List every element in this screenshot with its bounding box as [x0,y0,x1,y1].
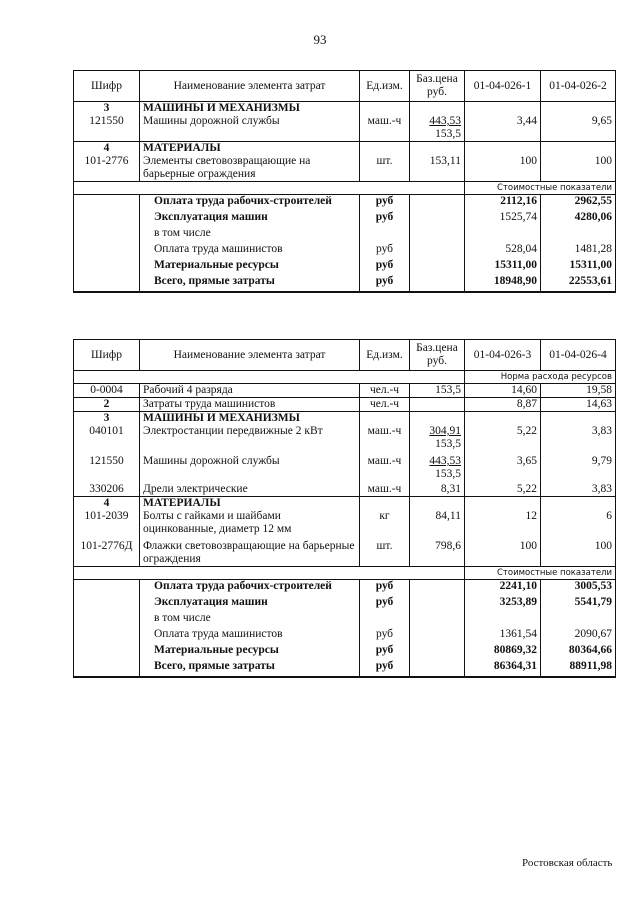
row-value-2: 3,83 [541,425,616,451]
row-price: 84,11 [410,510,465,536]
header-name: Наименование элемента затрат [140,340,360,371]
table-row [74,115,616,142]
row-value-1: 3,44 [465,115,541,142]
row-unit: шт. [360,155,410,182]
total-value-2 [541,227,616,243]
header-col-1: 01-04-026-1 [465,71,541,102]
row-code: 121550 [74,115,140,142]
header-code: Шифр [74,71,140,102]
total-unit [360,612,410,628]
row-value-2: 6 [541,510,616,536]
row-name: Дрели электрические [140,481,360,497]
row-price [410,425,465,451]
cost-indicators-row [74,567,616,580]
row-price: 153,11 [410,155,465,182]
header-col-4: 01-04-026-4 [541,340,616,371]
total-label: Оплата труда рабочих-строителей [140,195,360,212]
total-row [74,596,616,612]
norm-label: Норма расхода ресурсов [465,371,616,384]
total-value-2: 2962,55 [541,195,616,212]
row-value-2: 9,65 [541,115,616,142]
table-row [74,425,616,451]
row-unit: чел.-ч [360,384,410,398]
total-row [74,612,616,628]
group-name: МАТЕРИАЛЫ [140,497,360,511]
total-value-2: 88911,98 [541,660,616,677]
row-value-2: 19,58 [541,384,616,398]
total-unit: руб [360,660,410,677]
cost-indicators-label: Стоимостные показатели [465,182,616,195]
total-unit: руб [360,243,410,259]
header-unit: Ед.изм. [360,71,410,102]
table-row [74,384,616,398]
row-value-1: 3,65 [465,451,541,481]
total-unit [360,227,410,243]
total-row [74,644,616,660]
row-price: 8,31 [410,481,465,497]
total-value-1: 15311,00 [465,259,541,275]
total-value-1: 18948,90 [465,275,541,292]
row-value-2: 100 [541,155,616,182]
group-name: МАШИНЫ И МЕХАНИЗМЫ [140,102,360,116]
total-value-1: 528,04 [465,243,541,259]
row-unit: маш.-ч [360,481,410,497]
row-value-2: 100 [541,536,616,567]
total-label: Материальные ресурсы [140,644,360,660]
row-price [410,451,465,481]
row-code: 101-2039 [74,510,140,536]
row-value-1: 14,60 [465,384,541,398]
total-row [74,259,616,275]
row-value-1: 100 [465,536,541,567]
total-label: Оплата труда рабочих-строителей [140,580,360,597]
total-row [74,660,616,677]
total-row [74,227,616,243]
header-price: Баз.цена руб. [410,340,465,371]
cost-indicators-label: Стоимостные показатели [465,567,616,580]
total-value-1: 2112,16 [465,195,541,212]
row-price [410,115,465,142]
total-label: Эксплуатация машин [140,211,360,227]
total-value-2: 1481,28 [541,243,616,259]
total-value-1: 1525,74 [465,211,541,227]
header-price: Баз.цена руб. [410,71,465,102]
group-code: 3 [74,412,140,426]
row-name: Флажки световозвращающие на барьерные ограждения [140,536,360,567]
table-row [74,451,616,481]
footer-region: Ростовская область [522,857,613,869]
row-code: 121550 [74,451,140,481]
header-code: Шифр [74,340,140,371]
row-code: 040101 [74,425,140,451]
total-unit: руб [360,644,410,660]
group-row-materials [74,497,616,511]
row-name: Рабочий 4 разряда [140,384,360,398]
cost-indicators-row [74,182,616,195]
row-value-1: 100 [465,155,541,182]
group-code: 4 [74,142,140,156]
total-value-2: 80364,66 [541,644,616,660]
row-value-2: 9,79 [541,451,616,481]
table-row [74,536,616,567]
resource-table-1 [73,70,616,293]
row-name: Машины дорожной службы [140,115,360,142]
row-value-1: 5,22 [465,425,541,451]
total-unit: руб [360,580,410,597]
row-price-labor: 153,5 [435,128,461,140]
total-value-1: 3253,89 [465,596,541,612]
row-unit: шт. [360,536,410,567]
group-row-machines [74,102,616,116]
resource-table-2 [73,339,616,678]
total-unit: руб [360,628,410,644]
total-label: Всего, прямые затраты [140,275,360,292]
total-label: в том числе [140,612,360,628]
row-code: 2 [74,398,140,412]
header-name: Наименование элемента затрат [140,71,360,102]
row-unit: маш.-ч [360,115,410,142]
total-value-1: 86364,31 [465,660,541,677]
total-value-1: 2241,10 [465,580,541,597]
row-value-1: 8,87 [465,398,541,412]
row-unit: маш.-ч [360,451,410,481]
table-header-row [74,71,616,102]
row-price-main: 304,91 [429,425,461,437]
row-unit: кг [360,510,410,536]
total-unit: руб [360,195,410,212]
total-row [74,243,616,259]
total-row [74,628,616,644]
header-col-3: 01-04-026-3 [465,340,541,371]
total-row [74,580,616,597]
total-unit: руб [360,259,410,275]
row-value-1: 5,22 [465,481,541,497]
total-value-1 [465,227,541,243]
total-unit: руб [360,275,410,292]
group-name: МАШИНЫ И МЕХАНИЗМЫ [140,412,360,426]
row-name: Элементы световозвращающие на барьерные ограждения [140,155,360,182]
norm-row [74,371,616,384]
total-value-1: 1361,54 [465,628,541,644]
row-unit: чел.-ч [360,398,410,412]
row-price-main: 443,53 [429,455,461,467]
row-code: 330206 [74,481,140,497]
row-price: 798,6 [410,536,465,567]
row-price [410,398,465,412]
total-value-2: 4280,06 [541,211,616,227]
row-unit: маш.-ч [360,425,410,451]
row-price-labor: 153,5 [435,468,461,480]
group-code: 3 [74,102,140,116]
total-value-2: 3005,53 [541,580,616,597]
header-unit: Ед.изм. [360,340,410,371]
header-col-2: 01-04-026-2 [541,71,616,102]
total-value-2: 5541,79 [541,596,616,612]
group-code: 4 [74,497,140,511]
total-value-2: 2090,67 [541,628,616,644]
total-label: Эксплуатация машин [140,596,360,612]
row-code: 101-2776 [74,155,140,182]
total-value-2: 22553,61 [541,275,616,292]
total-label: Оплата труда машинистов [140,243,360,259]
row-value-1: 12 [465,510,541,536]
group-name: МАТЕРИАЛЫ [140,142,360,156]
row-name: Затраты труда машинистов [140,398,360,412]
table-row [74,510,616,536]
total-row [74,275,616,292]
total-label: Материальные ресурсы [140,259,360,275]
row-name: Болты с гайками и шайбами оцинкованные, диаметр 12 мм [140,510,360,536]
table-row [74,398,616,412]
total-label: Оплата труда машинистов [140,628,360,644]
group-row-materials [74,142,616,156]
total-value-2 [541,612,616,628]
row-value-2: 14,63 [541,398,616,412]
total-row [74,211,616,227]
table-row [74,481,616,497]
table-header-row [74,340,616,371]
total-value-2: 15311,00 [541,259,616,275]
group-row-machines [74,412,616,426]
table-row [74,155,616,182]
total-unit: руб [360,211,410,227]
total-value-1: 80869,32 [465,644,541,660]
row-name: Электростанции передвижные 2 кВт [140,425,360,451]
total-value-1 [465,612,541,628]
row-code: 0-0004 [74,384,140,398]
page-number: 93 [313,32,327,47]
row-price-labor: 153,5 [435,438,461,450]
total-row [74,195,616,212]
row-value-2: 3,83 [541,481,616,497]
total-unit: руб [360,596,410,612]
row-price-main: 443,53 [429,115,461,127]
row-name: Машины дорожной службы [140,451,360,481]
row-code: 101-2776Д [74,536,140,567]
total-label: Всего, прямые затраты [140,660,360,677]
total-label: в том числе [140,227,360,243]
row-price: 153,5 [410,384,465,398]
